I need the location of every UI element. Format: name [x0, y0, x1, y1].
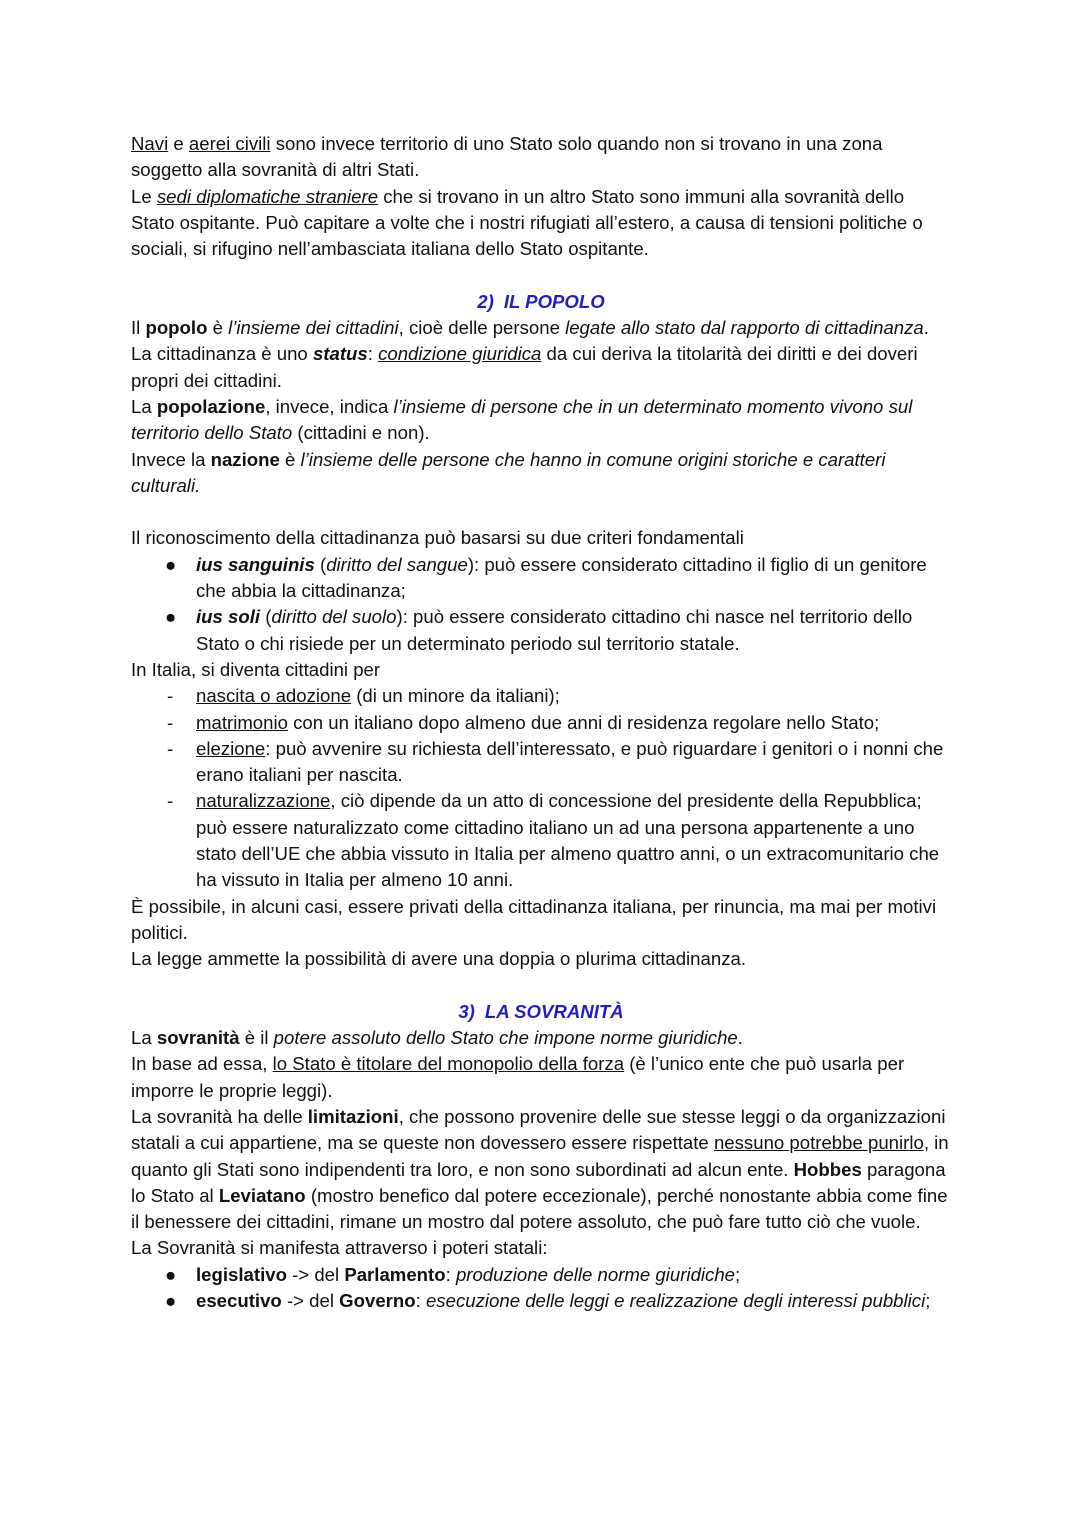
citizenship-ways-list: [131, 683, 951, 893]
dash-icon: -: [167, 685, 174, 707]
paragraph-dual-citizenship: La legge ammette la possibilità di avere una doppia o plurima cittadinanza.: [131, 948, 747, 970]
list-item-esecutivo: ● esecutivo -> del Governo: esecuzione delle leggi e realizzazione degli interessi pubblici;: [131, 1288, 951, 1314]
powers-list: [131, 1262, 951, 1315]
document-page: [131, 131, 951, 1314]
bullet-icon: ●: [165, 606, 177, 628]
paragraph-italy-intro: In Italia, si diventa cittadini per: [131, 658, 381, 680]
spacer: [131, 973, 951, 999]
paragraph-popolazione: La popolazione, invece, indica l’insieme di persone che in un determinato momento vivono sul territorio dello Stato (cittadini e non).: [131, 395, 913, 444]
paragraph-nazione: Invece la nazione è l’insieme delle persone che hanno in comune origini storiche e caratteri culturali.: [131, 448, 886, 496]
paragraph-limitazioni: La sovranità ha delle limitazioni, che possono provenire delle sue stesse leggi o da organizzazioni statali a cui appartiene, ma se queste non dovessero essere rispettate nessuno potrebbe punirlo, in quanto gli Stati sono indipendenti tra loro, e non sono subordinati ad alcun ente. Hobbes paragona lo Stato al Leviatano (mostro benefico dal potere eccezionale), perché nonostante abbia come fine il benessere dei cittadini, rimane un mostro dal potere assoluto, che può fare tutto ciò che vuole.: [131, 1105, 949, 1233]
list-item-naturalizzazione: - naturalizzazione, ciò dipende da un atto di concessione del presidente della Repubblica; può essere naturalizzato come cittadino italiano un ad una persona appartenente a uno stato dell’UE che abbia vissuto in Italia per almeno quattro anni, o un extracomunitario che ha vissuto in Italia per almeno 10 anni.: [167, 790, 940, 891]
bullet-icon: ●: [165, 553, 177, 575]
list-item-elezione: - elezione: può avvenire su richiesta dell’interessato, e può riguardare i genitori o i nonni che erano italiani per nascita.: [167, 737, 944, 786]
paragraph-embassies: Le sedi diplomatiche straniere che si trovano in un altro Stato sono immuni alla sovranità dello Stato ospitante. Può capitare a volte che i nostri rifugiati all’estero, a causa di tensioni politiche o sociali, si rifugino nell’ambasciata italiana dello Stato ospitante.: [131, 185, 923, 260]
paragraph-sovranita-definition: La sovranità è il potere assoluto dello Stato che impone norme giuridiche.: [131, 1027, 743, 1049]
paragraph-ships: Navi e aerei civili sono invece territorio di uno Stato solo quando non si trovano in una zona soggetto alla sovranità di altri Stati.: [131, 133, 883, 181]
bullet-icon: ●: [165, 1290, 177, 1312]
spacer: [131, 262, 951, 288]
dash-icon: -: [167, 790, 174, 812]
list-item-nascita: - nascita o adozione (di un minore da italiani);: [131, 683, 951, 709]
list-item-legislativo: ● legislativo -> del Parlamento: produzione delle norme giuridiche;: [131, 1262, 951, 1288]
paragraph-powers-intro: La Sovranità si manifesta attraverso i poteri statali:: [131, 1237, 548, 1259]
list-item-ius-sanguinis: ● ius sanguinis (diritto del sangue): può essere considerato cittadino il figlio di un genitore che abbia la cittadinanza;: [165, 553, 927, 602]
section-heading-sovranita: 3) LA SOVRANITÀ: [458, 1000, 624, 1022]
spacer: [131, 499, 951, 525]
section-heading-popolo: 2) IL POPOLO: [477, 290, 605, 312]
paragraph-cittadinanza-status: La cittadinanza è uno status: condizione giuridica da cui deriva la titolarità dei diritti e dei doveri propri dei cittadini.: [131, 343, 918, 391]
bullet-icon: ●: [165, 1263, 177, 1285]
criteria-list: [131, 552, 951, 657]
dash-icon: -: [167, 711, 174, 733]
paragraph-popolo-definition: Il popolo è l’insieme dei cittadini, cioè delle persone legate allo stato dal rapporto di cittadinanza.: [131, 317, 929, 339]
dash-icon: -: [167, 737, 174, 759]
list-item-ius-soli: ● ius soli (diritto del suolo): può essere considerato cittadino chi nasce nel territorio dello Stato o chi risiede per un determinato periodo sul territorio statale.: [165, 606, 913, 654]
paragraph-monopolio-forza: In base ad essa, lo Stato è titolare del monopolio della forza (è l’unico ente che può usarla per imporre le proprie leggi).: [131, 1053, 905, 1101]
paragraph-revocation: È possibile, in alcuni casi, essere privati della cittadinanza italiana, per rinuncia, ma mai per motivi politici.: [131, 895, 937, 943]
paragraph-criteria-intro: Il riconoscimento della cittadinanza può basarsi su due criteri fondamentali: [131, 527, 744, 549]
list-item-matrimonio: - matrimonio con un italiano dopo almeno due anni di residenza regolare nello Stato;: [131, 710, 951, 736]
